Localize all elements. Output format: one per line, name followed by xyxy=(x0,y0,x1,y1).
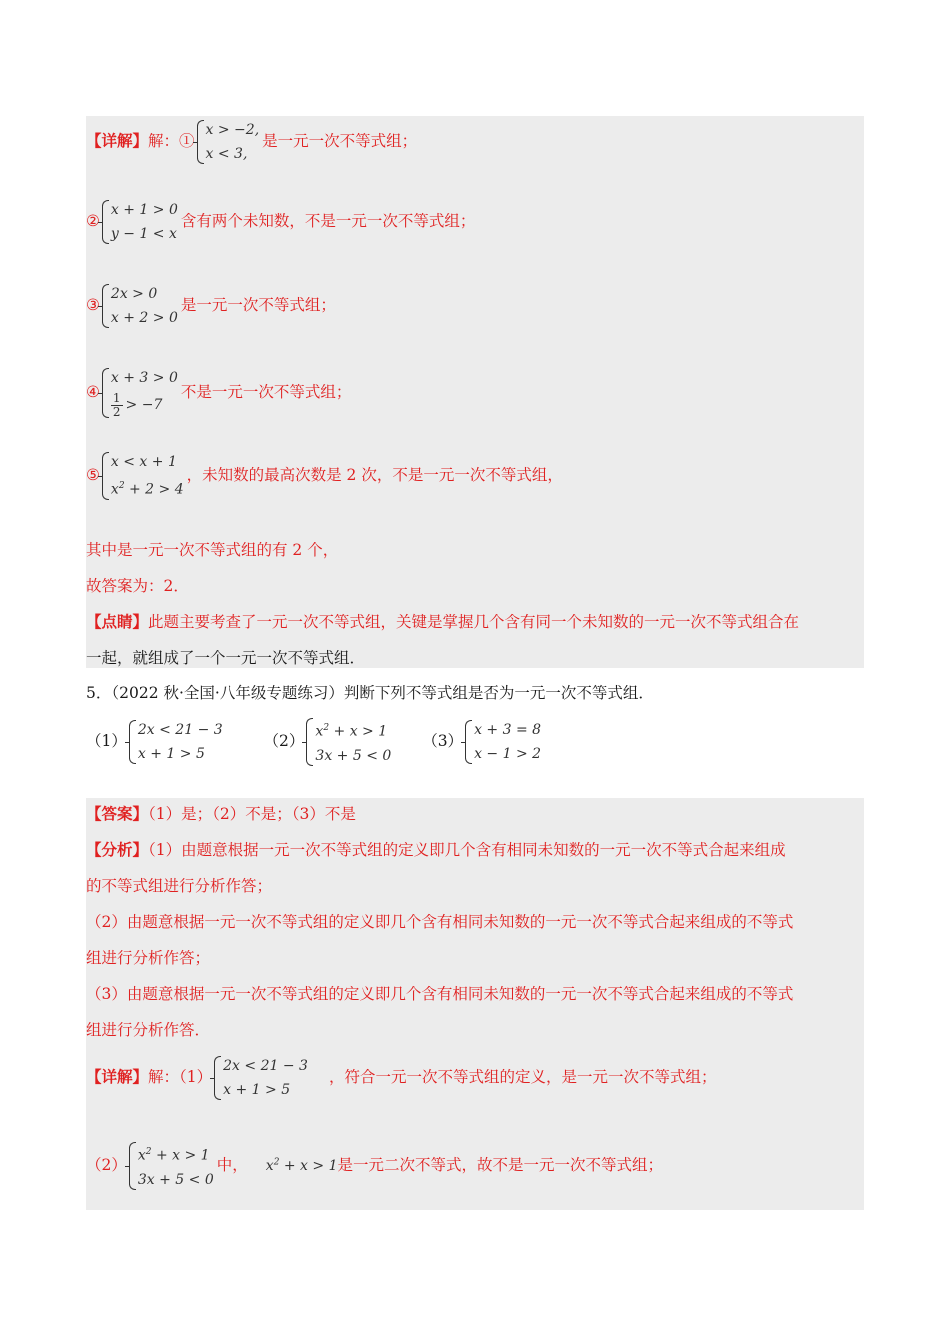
detail-text: 含有两个未知数，不是一元一次不等式组； xyxy=(180,212,476,230)
answer-tag: 【答案】 xyxy=(86,804,149,823)
system-row: x + 3 > 0 xyxy=(110,370,178,386)
inequality-system-2 xyxy=(102,198,178,246)
detail-system-2 xyxy=(129,1140,214,1192)
detail-item-4 xyxy=(86,366,351,420)
part-label: （3） xyxy=(422,731,464,750)
detail-system-1 xyxy=(214,1054,308,1102)
system-row: x > −2, xyxy=(205,122,260,138)
system-row: x + 1 > 5 xyxy=(137,745,205,762)
system-row: 2x > 0 xyxy=(110,286,158,302)
note-tag: 【点睛】 xyxy=(86,612,149,631)
system-row: x − 1 > 2 xyxy=(474,745,542,762)
detail-tag: 【详解】 xyxy=(86,1067,149,1086)
system-row: x + 2 > 0 xyxy=(110,310,178,326)
solution-block-2 xyxy=(86,798,864,1210)
analysis-tag: 【分析】 xyxy=(86,840,149,859)
system-row: y − 1 < x xyxy=(110,226,177,242)
detail-item-1 xyxy=(86,118,417,166)
inequality-system-1 xyxy=(197,118,260,166)
solution-block-1 xyxy=(86,116,864,668)
item-marker: ⑤ xyxy=(86,465,100,484)
system-row: $x^2 + 2 > 4$ xyxy=(110,481,184,498)
system-row: 2x < 21 − 3 xyxy=(137,721,223,738)
detail-line-1: 【详解】解：（1） 2x < 21 − 3 x + 1 > 5 ，符合一元一次不等式组的定义，是一元一次不等式组； xyxy=(86,1054,716,1102)
item-marker: ③ xyxy=(86,296,100,314)
detail-item-2 xyxy=(86,198,475,246)
item-marker: ④ xyxy=(86,383,100,401)
question-system-1 xyxy=(129,718,223,766)
system-row: 2x < 21 − 3 xyxy=(223,1058,308,1074)
system-row: x < 3, xyxy=(205,146,248,162)
note-line-1: 【点睛】此题主要考查了一元一次不等式组，关键是掌握几个含有同一个未知数的一元一次不等式组合在 xyxy=(86,612,800,631)
summary-line-1: 其中是一元一次不等式组的有 2 个， xyxy=(86,541,339,559)
summary-line-2: 故答案为：2． xyxy=(86,577,189,595)
system-row: 3x + 5 < 0 xyxy=(137,1171,214,1188)
detail-item-5 xyxy=(86,450,563,502)
inequality-system-4 xyxy=(102,366,178,420)
question-system-2 xyxy=(306,716,391,768)
system-row: $x^2 + x > 1$ xyxy=(315,723,388,740)
detail-text: ，未知数的最高次数是 2 次，不是一元一次不等式组， xyxy=(186,465,563,484)
detail-text: 是一元一次不等式组； xyxy=(262,132,418,150)
system-row: $\frac{1}{2}$ > −7 xyxy=(112,390,163,419)
detail-line-2: （2） $x^2 + x > 1$ 3x + 5 < 0 中， $x^2 + x > 1$是一元二次不等式，故不是一元一次不等式组； xyxy=(86,1140,663,1192)
inequality-system-5 xyxy=(102,450,184,502)
question-system-3 xyxy=(465,718,541,766)
system-row: x + 3 = 8 xyxy=(474,721,542,738)
detail-lead: 解：① xyxy=(148,132,195,150)
part-label: （2） xyxy=(263,731,305,750)
system-row: 3x + 5 < 0 xyxy=(315,747,392,764)
system-row: x + 1 > 5 xyxy=(223,1082,291,1098)
detail-text: 不是一元一次不等式组； xyxy=(180,383,352,401)
part-label: （1） xyxy=(86,731,127,750)
system-row: x < x + 1 xyxy=(110,454,177,470)
answer-line: 【答案】（1）是；（2）不是；（3）不是 xyxy=(86,804,356,823)
question-5-parts xyxy=(86,716,544,768)
note-line-2: 一起，就组成了一个一元一次不等式组． xyxy=(86,649,366,667)
analysis-line-5: （3）由题意根据一元一次不等式组的定义即几个含有相同未知数的一元一次不等式合起来组成的不等式 xyxy=(86,985,794,1003)
analysis-line-1: 【分析】（1）由题意根据一元一次不等式组的定义即几个含有相同未知数的一元一次不等式合起来组成 xyxy=(86,840,786,859)
detail-tag: 【详解】 xyxy=(86,131,149,150)
item-marker: ② xyxy=(86,212,100,230)
detail-text: 是一元一次不等式组； xyxy=(180,296,336,314)
detail-item-3 xyxy=(86,282,336,330)
analysis-line-3: （2）由题意根据一元一次不等式组的定义即几个含有相同未知数的一元一次不等式合起来组成的不等式 xyxy=(86,913,794,931)
fraction: $\frac{1}{2}$ xyxy=(112,390,121,419)
inequality-system-3 xyxy=(102,282,178,330)
system-row: x + 1 > 0 xyxy=(110,202,178,218)
question-5-text: 5．（2022 秋·全国·八年级专题练习）判断下列不等式组是否为一元一次不等式组． xyxy=(86,684,654,702)
analysis-line-2: 的不等式组进行分析作答； xyxy=(86,877,273,895)
analysis-line-6: 组进行分析作答． xyxy=(86,1021,211,1039)
system-row: $x^2 + x > 1$ xyxy=(137,1147,210,1164)
analysis-line-4: 组进行分析作答； xyxy=(86,949,211,967)
inline-expression: $x^2 + x > 1$ xyxy=(265,1157,338,1174)
